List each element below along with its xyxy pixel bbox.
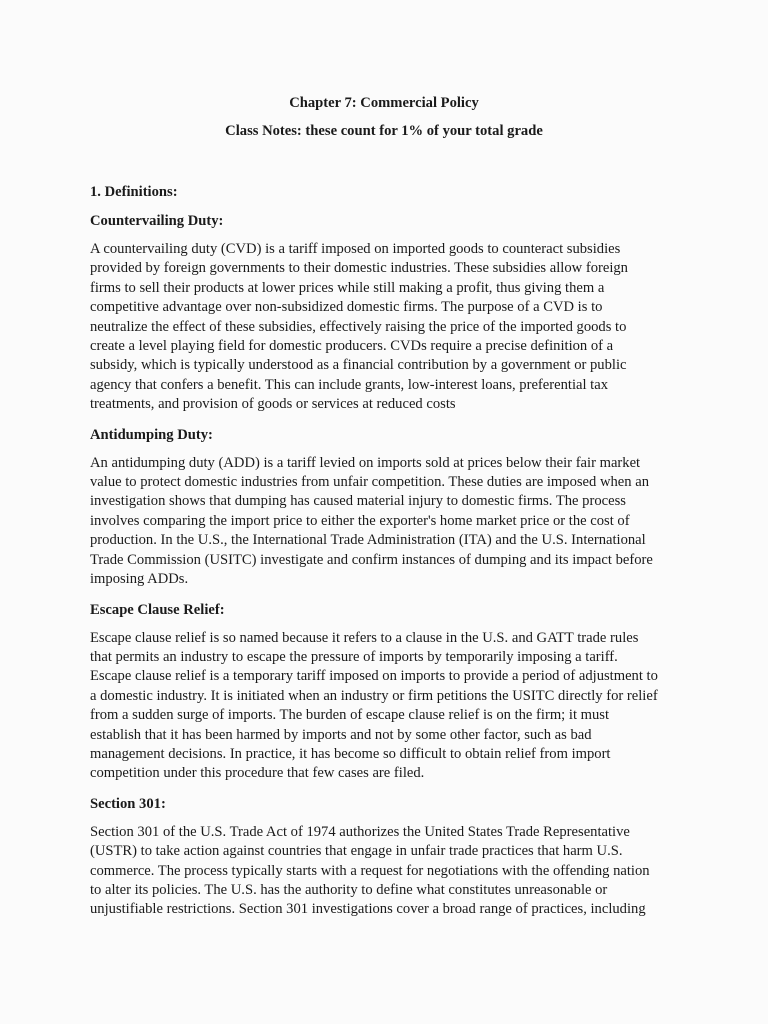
text-line: neutralize the effect of these subsidies, effectively raising the price of the imported goods to	[90, 318, 627, 335]
text-line: (USTR) to take action against countries that engage in unfair trade practices that harm U.S.	[90, 843, 623, 860]
text-line: that permits an industry to escape the pressure of imports by temporarily imposing a tariff.	[90, 648, 618, 665]
text-line: provided by foreign governments to their domestic industries. These subsidies allow foreign	[90, 260, 628, 277]
term-heading-antidumping-duty: Antidumping Duty:	[90, 426, 213, 443]
text-line: imposing ADDs.	[90, 571, 189, 588]
text-line: unjustifiable restrictions. Section 301 investigations cover a broad range of practices, including	[90, 901, 646, 918]
text-line: involves comparing the import price to either the exporter's home market price or the cost of	[90, 512, 630, 529]
term-body-section-301	[90, 823, 678, 920]
text-line: firms to sell their products at lower prices while still making a profit, thus giving them a	[90, 279, 605, 296]
text-line: Section 301 of the U.S. Trade Act of 1974 authorizes the United States Trade Representative	[90, 823, 630, 840]
text-line: agency that confers a benefit. This can include grants, low-interest loans, preferential tax	[90, 376, 609, 393]
term-heading-escape-clause-relief: Escape Clause Relief:	[90, 601, 225, 618]
text-line: Trade Commission (USITC) investigate and confirm instances of dumping and its impact before	[90, 551, 653, 568]
text-line: a domestic industry. It is initiated when an industry or firm petitions the USITC directly for relief	[90, 687, 658, 704]
text-line: subsidy, which is typically understood as a financial contribution by a government or public	[90, 357, 627, 374]
text-line: Escape clause relief is so named because it refers to a clause in the U.S. and GATT trade rules	[90, 629, 639, 646]
text-line: management decisions. In practice, it has become so difficult to obtain relief from import	[90, 745, 611, 762]
text-line: commerce. The process typically starts with a request for negotiations with the offending nation	[90, 862, 650, 879]
text-line: Escape clause relief is a temporary tariff imposed on imports to provide a period of adjustment to	[90, 668, 658, 685]
text-line: competitive advantage over non-subsidized domestic firms. The purpose of a CVD is to	[90, 299, 603, 316]
page-title: Chapter 7: Commercial Policy	[289, 95, 479, 111]
term-heading-countervailing-duty: Countervailing Duty:	[90, 213, 224, 229]
page-subtitle: Class Notes: these count for 1% of your total grade	[225, 123, 543, 139]
text-line: An antidumping duty (ADD) is a tariff levied on imports sold at prices below their fair market	[90, 454, 641, 471]
term-body-escape-clause-relief	[90, 629, 678, 784]
term-heading-section-301: Section 301:	[90, 795, 166, 812]
text-line: production. In the U.S., the International Trade Administration (ITA) and the U.S. International	[90, 532, 646, 549]
text-line: establish that it has been harmed by imports and not by some other factor, such as bad	[90, 726, 592, 743]
text-line: A countervailing duty (CVD) is a tariff imposed on imported goods to counteract subsidies	[90, 241, 621, 257]
text-line: treatments, and provision of goods or services at reduced costs	[90, 396, 456, 413]
text-line: competition under this procedure that few cases are filed.	[90, 765, 425, 782]
text-line: from a sudden surge of imports. The burden of escape clause relief is on the firm; it must	[90, 707, 610, 724]
section-heading-definitions: 1. Definitions:	[90, 184, 178, 200]
text-line: investigation shows that dumping has caused material injury to domestic firms. The process	[90, 493, 626, 510]
term-body-antidumping-duty	[90, 454, 678, 590]
text-line: value to protect domestic industries from unfair competition. These duties are imposed when an	[90, 474, 650, 491]
text-line: to alter its policies. The U.S. has the authority to define what constitutes unreasonable or	[90, 881, 608, 898]
text-line: create a level playing field for domestic producers. CVDs require a precise definition of a	[90, 338, 614, 355]
term-body-countervailing-duty	[90, 240, 678, 415]
